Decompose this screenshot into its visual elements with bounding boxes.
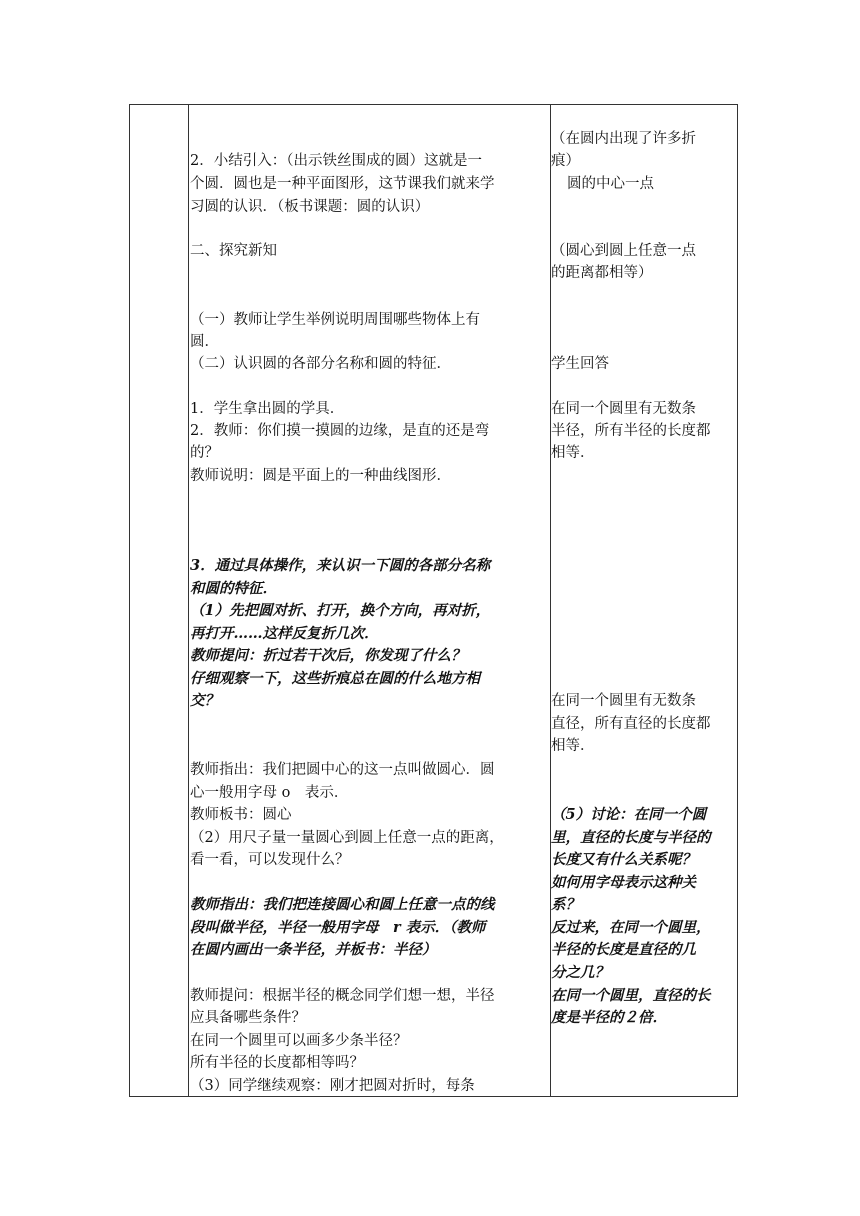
text-line: 在同一个圆里可以画多少条半径？ xyxy=(190,1033,408,1049)
text-line: 如何用字母表示这种关 xyxy=(551,874,696,891)
text-line: 在同一个圆里有无数条 xyxy=(551,401,696,417)
text-line: 所有半径的长度都相等吗？ xyxy=(190,1055,364,1071)
text-line: 相等． xyxy=(551,445,595,461)
text-line: 里，直径的长度与半径的 xyxy=(551,829,711,846)
text-line: 在同一个圆里，直径的长 xyxy=(551,987,711,1004)
text-line: 再打开……这样反复折几次． xyxy=(190,625,379,642)
text-line: 3．通过具体操作，来认识一下圆的各部分名称 xyxy=(190,557,491,574)
text-line: 应具备哪些条件？ xyxy=(190,1010,306,1026)
text-line: 直径，所有直径的长度都 xyxy=(551,716,711,732)
text-line: 系？ xyxy=(551,896,580,913)
text-line: （2）用尺子量一量圆心到圆上任意一点的距离， xyxy=(190,830,504,846)
text-line: 看一看，可以发现什么？ xyxy=(190,852,350,868)
text-line: （5）讨论：在同一个圆 xyxy=(551,806,707,823)
text-line: 度是半径的２倍． xyxy=(551,1009,667,1026)
text-line: 习圆的认识．（板书课题：圆的认识） xyxy=(190,199,430,215)
text-line: 在圆内画出一条半径，并板书：半径） xyxy=(190,941,437,958)
text-line: 相等． xyxy=(551,738,595,754)
text-line: 教师说明：圆是平面上的一种曲线图形． xyxy=(190,468,451,484)
text-line: 半径，所有半径的长度都 xyxy=(551,423,711,439)
text-line: 教师指出：我们把连接圆心和圆上任意一点的线 xyxy=(190,896,495,913)
text-line: 的距离都相等） xyxy=(551,265,653,281)
text-line: 痕） xyxy=(551,153,580,169)
text-line: 的？ xyxy=(190,445,219,461)
text-line: 在同一个圆里有无数条 xyxy=(551,693,696,709)
text-line: 段叫做半径，半径一般用字母 r 表示．（教师 xyxy=(190,919,486,936)
text-line: 圆的中心一点 xyxy=(567,176,654,192)
text-line: （一）教师让学生举例说明周围哪些物体上有 xyxy=(190,312,480,328)
section-heading: 二、探究新知 xyxy=(190,243,277,259)
text-line: （在圆内出现了许多折 xyxy=(551,131,696,147)
text-line: 分之几？ xyxy=(551,964,609,981)
text-line: 教师板书：圆心 xyxy=(190,807,292,823)
text-line: （1）先把圆对折、打开，换个方向，再对折， xyxy=(190,602,491,619)
column-divider-left xyxy=(188,105,189,1096)
text-line: 和圆的特征． xyxy=(190,580,277,597)
text-line: （3）同学继续观察：刚才把圆对折时，每条 xyxy=(190,1078,475,1094)
text-line: 半径的长度是直径的几 xyxy=(551,941,696,958)
text-line: 反过来，在同一个圆里， xyxy=(551,919,711,936)
text-line: 学生回答 xyxy=(551,356,609,372)
text-line: 教师提问：折过若干次后，你发现了什么？ xyxy=(190,647,466,664)
text-line: 交？ xyxy=(190,692,219,709)
text-line: 长度又有什么关系呢？ xyxy=(551,851,696,868)
text-line: 1．学生拿出圆的学具． xyxy=(190,401,345,417)
text-line: 个圆．圆也是一种平面图形，这节课我们就来学 xyxy=(190,176,495,192)
text-line: 教师指出：我们把圆中心的这一点叫做圆心．圆 xyxy=(190,762,495,778)
text-line: 心一般用字母 o 表示． xyxy=(190,785,349,801)
text-line: 圆． xyxy=(190,334,219,350)
text-line: 仔细观察一下，这些折痕总在圆的什么地方相 xyxy=(190,670,480,687)
text-line: （圆心到圆上任意一点 xyxy=(551,243,696,259)
text-line: 教师提问：根据半径的概念同学们想一想，半径 xyxy=(190,988,495,1004)
text-line: 2．小结引入：（出示铁丝围成的圆）这就是一 xyxy=(190,153,482,169)
text-line: 2．教师：你们摸一摸圆的边缘，是直的还是弯 xyxy=(190,423,490,439)
text-line: （二）认识圆的各部分名称和圆的特征． xyxy=(190,356,451,372)
